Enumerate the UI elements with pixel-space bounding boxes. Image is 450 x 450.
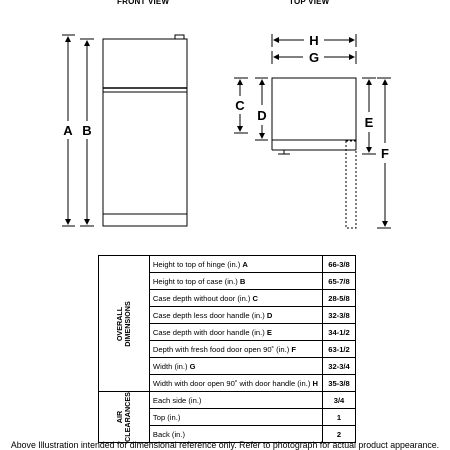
row-label: Height to top of case (in.) B bbox=[149, 273, 322, 290]
row-label: Each side (in.) bbox=[149, 392, 322, 409]
row-value: 63-1/2 bbox=[323, 341, 356, 358]
row-letter: E bbox=[266, 327, 272, 337]
letter-f: F bbox=[381, 146, 389, 161]
row-value: 32-3/8 bbox=[323, 307, 356, 324]
letter-a: A bbox=[63, 123, 73, 138]
row-value: 32-3/4 bbox=[323, 358, 356, 375]
front-view-title: FRONT VIEW bbox=[117, 0, 170, 6]
row-value: 34-1/2 bbox=[323, 324, 356, 341]
row-letter: A bbox=[242, 259, 248, 269]
row-value: 3/4 bbox=[323, 392, 356, 409]
row-label: Width with door open 90˚ with door handle (in.) H bbox=[149, 375, 322, 392]
letter-c: C bbox=[235, 98, 245, 113]
air-clearances-group: AIR CLEARANCES bbox=[99, 392, 150, 443]
row-value: 28-5/8 bbox=[323, 290, 356, 307]
row-letter: B bbox=[239, 276, 246, 286]
letter-h: H bbox=[309, 33, 319, 48]
row-letter: H bbox=[312, 378, 318, 388]
row-label: Width (in.) G bbox=[149, 358, 322, 375]
top-view-refrigerator bbox=[272, 78, 356, 228]
row-letter: D bbox=[266, 310, 273, 320]
row-value: 2 bbox=[323, 426, 356, 443]
letter-g: G bbox=[308, 50, 320, 65]
row-label: Case depth without door (in.) C bbox=[149, 290, 322, 307]
row-value: 66-3/8 bbox=[323, 256, 356, 273]
letter-b: B bbox=[82, 123, 92, 138]
overall-dimensions-group: OVERALL DIMENSIONS bbox=[99, 256, 150, 392]
letter-d: D bbox=[257, 108, 267, 123]
row-label: Case depth less door handle (in.) D bbox=[149, 307, 322, 324]
row-value: 35-3/8 bbox=[323, 375, 356, 392]
row-value: 65-7/8 bbox=[323, 273, 356, 290]
front-view-refrigerator bbox=[103, 35, 187, 226]
row-label: Top (in.) bbox=[149, 409, 322, 426]
row-letter: C bbox=[252, 293, 259, 303]
top-view-title: TOP VIEW bbox=[289, 0, 330, 6]
row-label: Height to top of hinge (in.) A bbox=[149, 256, 322, 273]
air-clearance-row bbox=[99, 392, 356, 409]
row-label: Case depth with door handle (in.) E bbox=[149, 324, 322, 341]
letter-e: E bbox=[364, 115, 374, 130]
dimensions-table bbox=[98, 255, 356, 443]
row-letter: G bbox=[189, 361, 196, 371]
row-label: Depth with fresh food door open 90˚ (in.) F bbox=[149, 341, 322, 358]
footnote: Above Illustration intended for dimensional reference only. Refer to photograph for actual product appearance. bbox=[10, 440, 440, 450]
row-label: Back (in.) bbox=[149, 426, 322, 443]
row-value: 1 bbox=[323, 409, 356, 426]
row-letter: F bbox=[291, 344, 297, 354]
overall-dimension-row bbox=[99, 256, 356, 273]
